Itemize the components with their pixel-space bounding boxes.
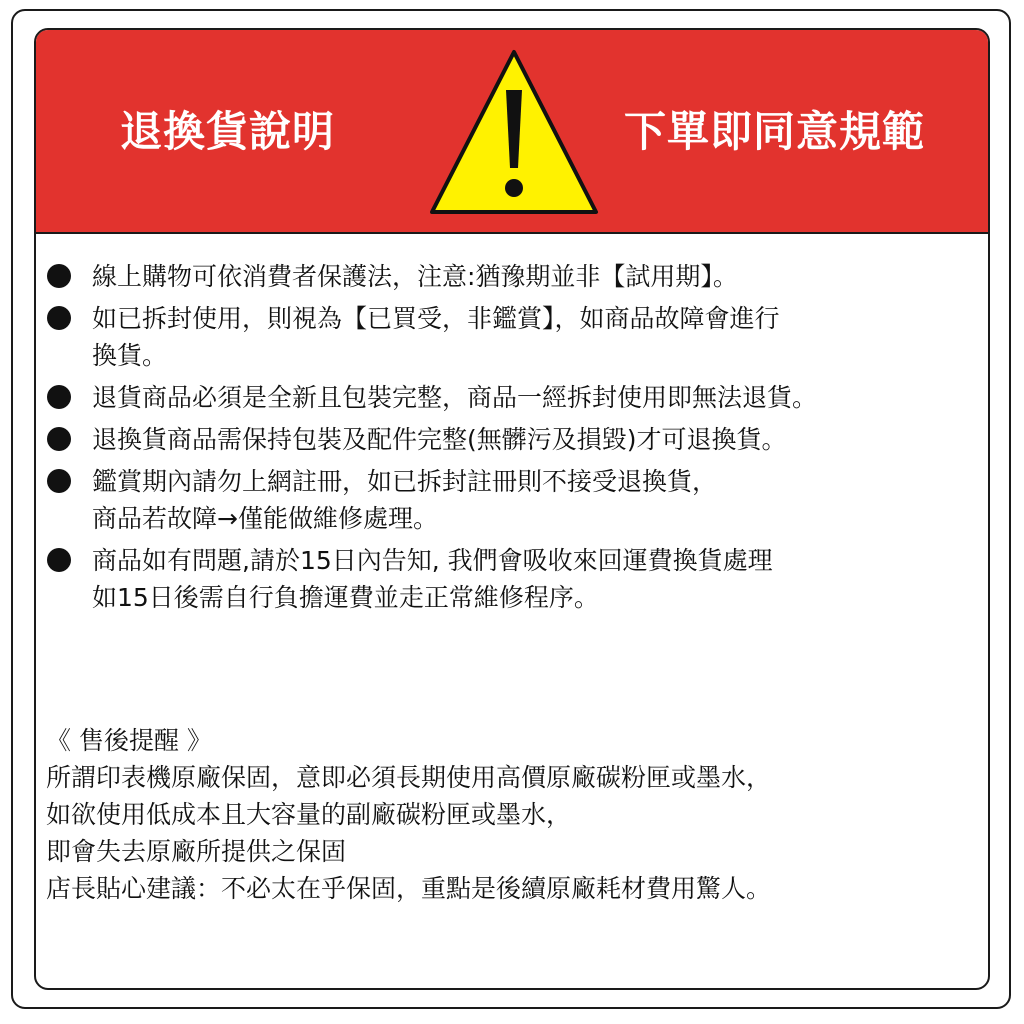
rule-item	[0, 463, 1000, 537]
rule-line: 退貨商品必須是全新且包裝完整，商品一經拆封使用即無法退貨。	[92, 383, 818, 412]
bullet-dot-icon	[47, 306, 71, 330]
after-sales-line: 店長貼心建議：不必太在乎保固，重點是後續原廠耗材費用驚人。	[46, 874, 772, 903]
bullet-dot-icon	[47, 385, 71, 409]
after-sales-line: 即會失去原廠所提供之保固	[46, 837, 347, 866]
rule-item	[0, 421, 1000, 458]
bullet-dot-icon	[47, 469, 71, 493]
rule-line: 換貨。	[92, 341, 168, 370]
after-sales-line: 所謂印表機原廠保固，意即必須長期使用高價原廠碳粉匣或墨水，	[46, 763, 772, 792]
rule-item	[0, 258, 1000, 295]
rules-list	[0, 258, 1000, 621]
rule-line: 商品如有問題,請於15日內告知, 我們會吸收來回運費換貨處理	[92, 546, 773, 575]
rule-line: 如15日後需自行負擔運費並走正常維修程序。	[92, 583, 599, 612]
rule-line: 線上購物可依消費者保護法，注意:猶豫期並非【試用期】。	[92, 262, 738, 291]
after-sales-line: 如欲使用低成本且大容量的副廠碳粉匣或墨水，	[46, 800, 572, 829]
header-title-agreement: 下單即同意規範	[624, 107, 926, 156]
bullet-dot-icon	[47, 548, 71, 572]
after-sales-heading: 《 售後提醒 》	[46, 726, 212, 755]
header-title-returns: 退換貨說明	[120, 107, 336, 156]
rule-line: 商品若故障→僅能做維修處理。	[92, 504, 438, 533]
rule-item	[0, 300, 1000, 374]
rule-line: 如已拆封使用，則視為【已買受，非鑑賞】，如商品故障會進行	[92, 304, 780, 333]
header-band	[36, 30, 988, 234]
rule-item	[0, 542, 1000, 616]
rule-item	[0, 379, 1000, 416]
warning-triangle-icon	[428, 46, 600, 216]
rule-line: 鑑賞期內請勿上網註冊，如已拆封註冊則不接受退換貨，	[92, 467, 718, 496]
after-sales-section	[46, 722, 771, 907]
bullet-dot-icon	[47, 264, 71, 288]
rule-line: 退換貨商品需保持包裝及配件完整(無髒污及損毀)才可退換貨。	[92, 425, 787, 454]
bullet-dot-icon	[47, 427, 71, 451]
